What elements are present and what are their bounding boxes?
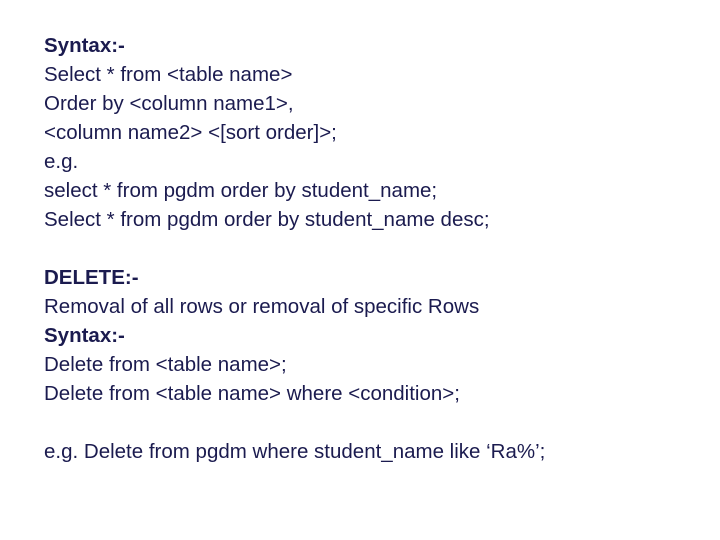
delete-syntax-heading: Syntax:- bbox=[44, 324, 125, 347]
section-spacer bbox=[44, 234, 704, 263]
example-label: e.g. bbox=[44, 150, 79, 173]
select-example-line: select * from pgdm order by student_name; bbox=[44, 179, 438, 202]
delete-syntax-line: Delete from <table name>; bbox=[44, 353, 287, 376]
delete-example-line: e.g. Delete from pgdm where student_name like ‘Ra%’; bbox=[44, 440, 546, 463]
select-desc-example-line: Select * from pgdm order by student_name desc; bbox=[44, 208, 490, 231]
order-by-syntax-line: Order by <column name1>, bbox=[44, 92, 294, 115]
select-syntax-line: Select * from <table name> bbox=[44, 63, 293, 86]
delete-heading: DELETE:- bbox=[44, 266, 139, 289]
delete-where-syntax-line: Delete from <table name> where <condition>; bbox=[44, 382, 460, 405]
sort-order-syntax-line: <column name2> <[sort order]>; bbox=[44, 121, 337, 144]
syntax-heading: Syntax:- bbox=[44, 34, 125, 57]
section-spacer bbox=[44, 408, 704, 437]
delete-description: Removal of all rows or removal of specific Rows bbox=[44, 295, 480, 318]
slide-body bbox=[44, 31, 704, 466]
